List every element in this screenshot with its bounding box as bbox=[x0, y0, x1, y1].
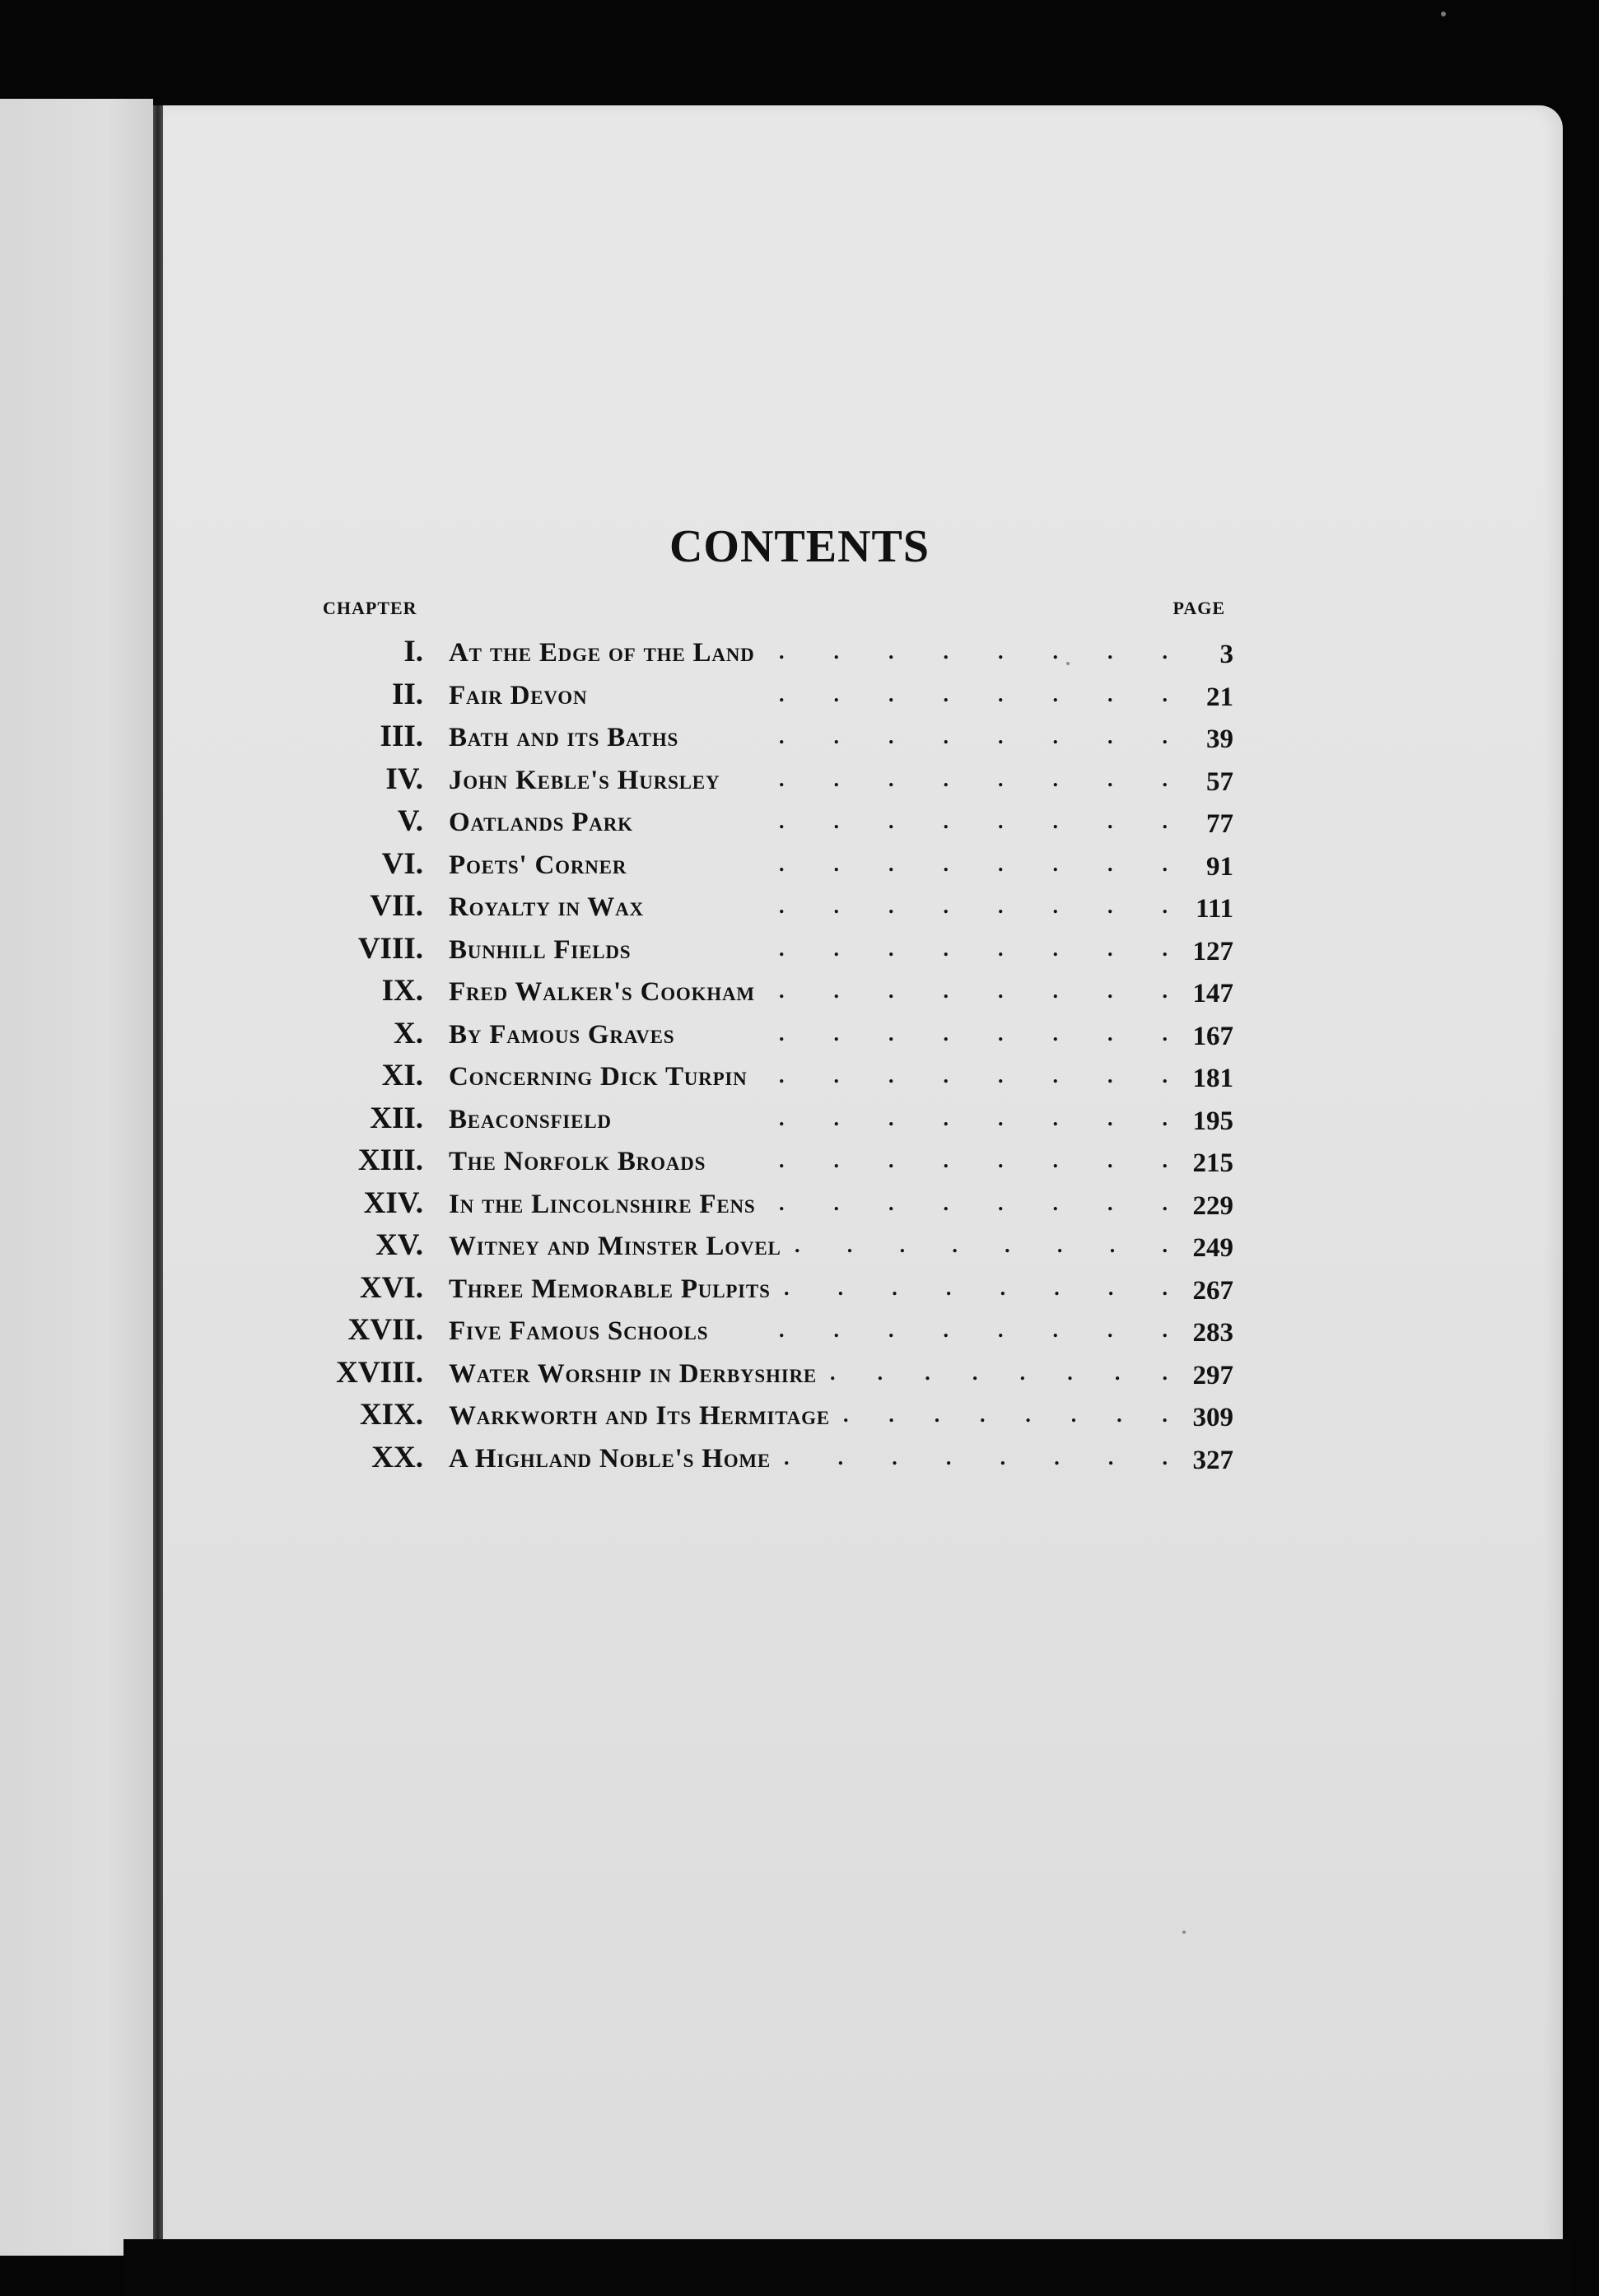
leader-dot: . bbox=[1162, 1021, 1168, 1046]
leader-dot: . bbox=[1067, 1360, 1073, 1385]
dot-leader bbox=[779, 846, 1168, 883]
toc-entry-15 bbox=[310, 1227, 1232, 1270]
leader-dot: . bbox=[1162, 1275, 1168, 1300]
chapter-number: IX. bbox=[381, 974, 423, 1008]
leader-dot: . bbox=[1107, 809, 1113, 833]
leader-dot: . bbox=[925, 1360, 930, 1385]
leader-dot: . bbox=[833, 1148, 839, 1172]
leader-dot: . bbox=[943, 809, 949, 833]
leader-dot: . bbox=[779, 979, 785, 1003]
leader-dot: . bbox=[943, 1318, 949, 1342]
leader-dot: . bbox=[1025, 1403, 1031, 1427]
leader-dot: . bbox=[843, 1403, 849, 1427]
leader-dot: . bbox=[833, 1064, 839, 1087]
toc-entry-11 bbox=[310, 1058, 1232, 1101]
leader-dot: . bbox=[833, 851, 839, 876]
toc-entry-20 bbox=[310, 1440, 1232, 1483]
leader-dot: . bbox=[972, 1360, 978, 1385]
leader-dot: . bbox=[1052, 979, 1058, 1003]
toc-entry-6 bbox=[310, 846, 1232, 889]
leader-dot: . bbox=[1054, 1445, 1060, 1469]
leader-dot: . bbox=[1114, 1360, 1121, 1385]
chapter-title: Five Famous Schools bbox=[449, 1316, 709, 1346]
leader-dot: . bbox=[943, 766, 949, 791]
leader-dot: . bbox=[833, 809, 839, 833]
chapter-title: John Keble's Hursley bbox=[449, 765, 720, 795]
leader-dot: . bbox=[888, 1021, 894, 1046]
chapter-number: V. bbox=[397, 804, 423, 838]
leader-dot: . bbox=[1107, 1148, 1113, 1172]
leader-dot: . bbox=[1162, 766, 1168, 791]
paper-speck bbox=[1066, 662, 1070, 665]
leader-dot: . bbox=[1107, 1064, 1113, 1087]
leader-dot: . bbox=[998, 851, 1004, 876]
dot-leader bbox=[779, 634, 1168, 670]
chapter-title: Beaconsfield bbox=[449, 1104, 612, 1134]
chapter-title: A Highland Noble's Home bbox=[449, 1443, 772, 1474]
leader-dot: . bbox=[943, 851, 949, 876]
leader-dot: . bbox=[888, 682, 894, 706]
leader-dot: . bbox=[998, 809, 1004, 833]
leader-dot: . bbox=[833, 682, 839, 706]
chapter-title: Bunhill Fields bbox=[449, 934, 632, 965]
leader-dot: . bbox=[1162, 809, 1168, 833]
leader-dot: . bbox=[1162, 682, 1168, 706]
leader-dot: . bbox=[1107, 1190, 1113, 1215]
page-number: 3 bbox=[1219, 640, 1233, 669]
chapter-title: Poets' Corner bbox=[449, 850, 627, 880]
toc-entry-8 bbox=[310, 931, 1232, 974]
leader-dot: . bbox=[1019, 1360, 1026, 1385]
paper-speck bbox=[1441, 12, 1446, 16]
leader-dot: . bbox=[1162, 1445, 1168, 1469]
chapter-title: Royalty in Wax bbox=[449, 892, 644, 922]
leader-dot: . bbox=[1109, 1233, 1116, 1257]
leader-dot: . bbox=[888, 894, 894, 918]
page-number: 167 bbox=[1192, 1021, 1233, 1051]
toc-entry-7 bbox=[310, 888, 1232, 931]
leader-dot: . bbox=[1000, 1445, 1006, 1469]
leader-dot: . bbox=[943, 724, 949, 748]
leader-dot: . bbox=[888, 640, 894, 664]
dot-leader bbox=[779, 1101, 1168, 1137]
leader-dot: . bbox=[833, 1318, 839, 1342]
leader-dot: . bbox=[779, 894, 785, 918]
chapter-title: Fair Devon bbox=[449, 680, 588, 710]
chapter-title: Concerning Dick Turpin bbox=[449, 1062, 748, 1092]
toc-entry-10 bbox=[310, 1016, 1232, 1059]
toc-entry-4 bbox=[310, 761, 1232, 804]
page-number: 91 bbox=[1206, 851, 1233, 882]
toc-entry-1 bbox=[310, 634, 1232, 677]
page-number: 309 bbox=[1192, 1403, 1233, 1432]
leader-dot: . bbox=[1107, 682, 1113, 706]
chapter-number: XIV. bbox=[363, 1185, 423, 1220]
leader-dot: . bbox=[1162, 1064, 1168, 1087]
leader-dot: . bbox=[1107, 936, 1113, 961]
chapter-number: II. bbox=[391, 677, 423, 711]
chapter-title: Water Worship in Derbyshire bbox=[449, 1358, 818, 1389]
page-column-header: PAGE bbox=[1172, 598, 1225, 618]
chapter-title: The Norfolk Broads bbox=[449, 1147, 706, 1176]
page-number: 181 bbox=[1192, 1064, 1233, 1093]
chapter-title: Fred Walker's Cookham bbox=[449, 977, 755, 1007]
toc-entry-16 bbox=[310, 1270, 1232, 1313]
leader-dot: . bbox=[1052, 724, 1058, 748]
leader-dot: . bbox=[779, 640, 785, 664]
chapter-title: Oatlands Park bbox=[449, 808, 633, 837]
dot-leader bbox=[784, 1270, 1168, 1306]
chapter-number: VI. bbox=[381, 846, 423, 881]
dot-leader bbox=[843, 1397, 1168, 1433]
chapter-number: XVII. bbox=[347, 1313, 423, 1347]
leader-dot: . bbox=[779, 1190, 785, 1215]
leader-dot: . bbox=[833, 640, 839, 664]
leader-dot: . bbox=[837, 1445, 844, 1469]
page-number: 297 bbox=[1192, 1360, 1233, 1390]
dot-leader bbox=[779, 1185, 1168, 1222]
leader-dot: . bbox=[837, 1275, 844, 1300]
paper-speck bbox=[1182, 1930, 1186, 1934]
chapter-title: Witney and Minster Lovel bbox=[449, 1232, 781, 1261]
leader-dot: . bbox=[943, 640, 949, 664]
leader-dot: . bbox=[943, 682, 949, 706]
chapter-number: VIII. bbox=[357, 931, 423, 966]
leader-dot: . bbox=[1052, 1021, 1058, 1046]
bottom-scan-shadow bbox=[124, 2239, 1573, 2296]
leader-dot: . bbox=[998, 1064, 1004, 1087]
chapter-number: III. bbox=[380, 720, 423, 753]
leader-dot: . bbox=[833, 936, 839, 961]
toc-entry-3 bbox=[310, 719, 1232, 761]
leader-dot: . bbox=[1000, 1275, 1006, 1300]
leader-dot: . bbox=[1107, 724, 1113, 748]
leader-dot: . bbox=[1052, 1318, 1058, 1342]
leader-dot: . bbox=[998, 766, 1004, 791]
chapter-number: IV. bbox=[385, 761, 423, 796]
leader-dot: . bbox=[1107, 851, 1113, 876]
leader-dot: . bbox=[779, 936, 785, 961]
leader-dot: . bbox=[795, 1233, 800, 1257]
leader-dot: . bbox=[1052, 1064, 1058, 1087]
leader-dot: . bbox=[998, 1190, 1004, 1215]
leader-dot: . bbox=[1052, 1148, 1058, 1172]
chapter-number: XIX. bbox=[359, 1398, 423, 1432]
leader-dot: . bbox=[945, 1445, 952, 1469]
leader-dot: . bbox=[1070, 1403, 1077, 1427]
page-number: 327 bbox=[1192, 1445, 1233, 1475]
leader-dot: . bbox=[833, 979, 839, 1003]
leader-dot: . bbox=[1107, 1275, 1114, 1300]
dot-leader bbox=[779, 973, 1168, 1009]
leader-dot: . bbox=[1162, 979, 1168, 1003]
dot-leader bbox=[830, 1355, 1168, 1391]
leader-dot: . bbox=[998, 640, 1004, 664]
leader-dot: . bbox=[1162, 936, 1168, 961]
leader-dot: . bbox=[943, 1148, 949, 1172]
toc-entry-9 bbox=[310, 973, 1232, 1016]
leader-dot: . bbox=[1052, 851, 1058, 876]
toc-entry-2 bbox=[310, 677, 1232, 720]
leader-dot: . bbox=[998, 1106, 1004, 1130]
leader-dot: . bbox=[833, 1190, 839, 1215]
leader-dot: . bbox=[998, 894, 1004, 918]
dot-leader bbox=[779, 1312, 1168, 1348]
leader-dot: . bbox=[1162, 640, 1168, 664]
leader-dot: . bbox=[1052, 894, 1058, 918]
table-of-contents-list bbox=[310, 634, 1232, 1482]
dot-leader bbox=[779, 761, 1168, 798]
leader-dot: . bbox=[1162, 1148, 1168, 1172]
leader-dot: . bbox=[888, 724, 894, 748]
leader-dot: . bbox=[943, 1064, 949, 1087]
dot-leader bbox=[779, 1143, 1168, 1179]
leader-dot: . bbox=[1052, 766, 1058, 791]
chapter-column-header: CHAPTER bbox=[323, 598, 417, 618]
leader-dot: . bbox=[998, 724, 1004, 748]
toc-entry-18 bbox=[310, 1355, 1232, 1398]
dot-leader bbox=[784, 1440, 1168, 1476]
leader-dot: . bbox=[888, 936, 894, 961]
leader-dot: . bbox=[784, 1445, 790, 1469]
toc-entry-19 bbox=[310, 1397, 1232, 1440]
leader-dot: . bbox=[1107, 640, 1113, 664]
leader-dot: . bbox=[1162, 1403, 1168, 1427]
dot-leader bbox=[795, 1227, 1168, 1264]
chapter-title: By Famous Graves bbox=[449, 1019, 675, 1050]
dot-leader bbox=[779, 803, 1168, 840]
page-number: 127 bbox=[1192, 936, 1233, 966]
page-number: 283 bbox=[1192, 1318, 1233, 1348]
chapter-number: XII. bbox=[370, 1101, 423, 1135]
chapter-number: X. bbox=[394, 1016, 423, 1050]
chapter-number: I. bbox=[403, 635, 423, 668]
leader-dot: . bbox=[779, 1148, 785, 1172]
chapter-title: Warkworth and Its Hermitage bbox=[449, 1401, 830, 1431]
leader-dot: . bbox=[833, 1106, 839, 1130]
leader-dot: . bbox=[998, 979, 1004, 1003]
dot-leader bbox=[779, 1016, 1168, 1052]
leader-dot: . bbox=[1107, 766, 1113, 791]
leader-dot: . bbox=[779, 724, 785, 748]
page-number: 21 bbox=[1206, 682, 1233, 712]
leader-dot: . bbox=[899, 1233, 906, 1257]
leader-dot: . bbox=[888, 809, 894, 833]
contents-title: CONTENTS bbox=[669, 521, 930, 572]
toc-entry-14 bbox=[310, 1185, 1232, 1228]
page-number: 229 bbox=[1192, 1190, 1233, 1221]
leader-dot: . bbox=[888, 979, 894, 1003]
leader-dot: . bbox=[779, 1106, 785, 1130]
leader-dot: . bbox=[779, 1318, 785, 1342]
leader-dot: . bbox=[1107, 1318, 1113, 1342]
leader-dot: . bbox=[888, 1318, 894, 1342]
leader-dot: . bbox=[943, 894, 949, 918]
leader-dot: . bbox=[846, 1233, 853, 1257]
leader-dot: . bbox=[998, 1021, 1004, 1046]
chapter-number: XIII. bbox=[357, 1143, 423, 1177]
leader-dot: . bbox=[1107, 894, 1113, 918]
dot-leader bbox=[779, 931, 1168, 967]
leader-dot: . bbox=[1162, 1318, 1168, 1342]
page-number: 249 bbox=[1192, 1233, 1233, 1263]
leader-dot: . bbox=[888, 1403, 894, 1427]
leader-dot: . bbox=[779, 682, 785, 706]
leader-dot: . bbox=[1162, 1106, 1168, 1130]
leader-dot: . bbox=[1056, 1233, 1063, 1257]
leader-dot: . bbox=[892, 1275, 897, 1300]
leader-dot: . bbox=[1107, 1445, 1114, 1469]
page-number: 215 bbox=[1192, 1148, 1233, 1178]
leader-dot: . bbox=[1052, 640, 1058, 664]
leader-dot: . bbox=[998, 682, 1004, 706]
leader-dot: . bbox=[943, 1106, 949, 1130]
leader-dot: . bbox=[943, 979, 949, 1003]
leader-dot: . bbox=[833, 894, 839, 918]
leader-dot: . bbox=[998, 936, 1004, 961]
leader-dot: . bbox=[784, 1275, 790, 1300]
chapter-number: XX. bbox=[371, 1440, 423, 1474]
leader-dot: . bbox=[830, 1360, 836, 1385]
leader-dot: . bbox=[945, 1275, 952, 1300]
leader-dot: . bbox=[943, 1021, 949, 1046]
leader-dot: . bbox=[1162, 1233, 1168, 1257]
leader-dot: . bbox=[833, 724, 839, 748]
toc-entry-17 bbox=[310, 1312, 1232, 1355]
leader-dot: . bbox=[888, 1190, 894, 1215]
dot-leader bbox=[779, 1058, 1168, 1094]
leader-dot: . bbox=[1117, 1403, 1122, 1427]
leader-dot: . bbox=[980, 1403, 986, 1427]
dot-leader bbox=[779, 677, 1168, 713]
chapter-number: VII. bbox=[370, 889, 423, 923]
leader-dot: . bbox=[943, 936, 949, 961]
leader-dot: . bbox=[1052, 1106, 1058, 1130]
page-number: 57 bbox=[1206, 766, 1233, 797]
leader-dot: . bbox=[998, 1148, 1004, 1172]
leader-dot: . bbox=[779, 1021, 785, 1046]
toc-entry-13 bbox=[310, 1143, 1232, 1185]
toc-entry-5 bbox=[310, 803, 1232, 846]
left-page-edge bbox=[0, 99, 153, 2256]
leader-dot: . bbox=[779, 1064, 785, 1087]
leader-dot: . bbox=[888, 766, 894, 791]
leader-dot: . bbox=[1052, 809, 1058, 833]
leader-dot: . bbox=[888, 1106, 894, 1130]
leader-dot: . bbox=[1162, 1190, 1168, 1215]
leader-dot: . bbox=[833, 766, 839, 791]
page-number: 267 bbox=[1192, 1275, 1233, 1306]
chapter-title: At the Edge of the Land bbox=[449, 638, 755, 668]
page-number: 111 bbox=[1196, 894, 1233, 924]
leader-dot: . bbox=[1052, 682, 1058, 706]
chapter-number: XVI. bbox=[359, 1270, 423, 1305]
leader-dot: . bbox=[877, 1360, 883, 1385]
page-number: 39 bbox=[1206, 724, 1233, 754]
leader-dot: . bbox=[998, 1318, 1004, 1342]
chapter-title: Three Memorable Pulpits bbox=[449, 1274, 771, 1304]
page-number: 77 bbox=[1206, 809, 1233, 839]
leader-dot: . bbox=[888, 1064, 894, 1087]
leader-dot: . bbox=[1162, 851, 1168, 876]
page-number: 195 bbox=[1192, 1106, 1233, 1136]
leader-dot: . bbox=[1162, 724, 1168, 748]
leader-dot: . bbox=[1107, 979, 1113, 1003]
leader-dot: . bbox=[1052, 936, 1058, 961]
chapter-number: XVIII. bbox=[336, 1355, 423, 1390]
leader-dot: . bbox=[779, 851, 785, 876]
leader-dot: . bbox=[1005, 1233, 1010, 1257]
toc-entry-12 bbox=[310, 1101, 1232, 1143]
dot-leader bbox=[779, 719, 1168, 755]
leader-dot: . bbox=[779, 766, 785, 791]
chapter-number: XI. bbox=[381, 1059, 423, 1092]
leader-dot: . bbox=[888, 851, 894, 876]
page-number: 147 bbox=[1192, 979, 1233, 1008]
leader-dot: . bbox=[943, 1190, 949, 1215]
dot-leader bbox=[779, 888, 1168, 924]
leader-dot: . bbox=[952, 1233, 958, 1257]
leader-dot: . bbox=[1162, 894, 1168, 918]
leader-dot: . bbox=[1054, 1275, 1060, 1300]
leader-dot: . bbox=[1107, 1106, 1113, 1130]
leader-dot: . bbox=[892, 1445, 897, 1469]
leader-dot: . bbox=[1052, 1190, 1058, 1215]
leader-dot: . bbox=[888, 1148, 894, 1172]
leader-dot: . bbox=[934, 1403, 940, 1427]
leader-dot: . bbox=[1162, 1360, 1168, 1385]
chapter-title: Bath and its Baths bbox=[449, 723, 679, 752]
leader-dot: . bbox=[779, 809, 785, 833]
chapter-title: In the Lincolnshire Fens bbox=[449, 1189, 756, 1219]
leader-dot: . bbox=[833, 1021, 839, 1046]
leader-dot: . bbox=[1107, 1021, 1113, 1046]
chapter-number: XV. bbox=[375, 1228, 423, 1262]
